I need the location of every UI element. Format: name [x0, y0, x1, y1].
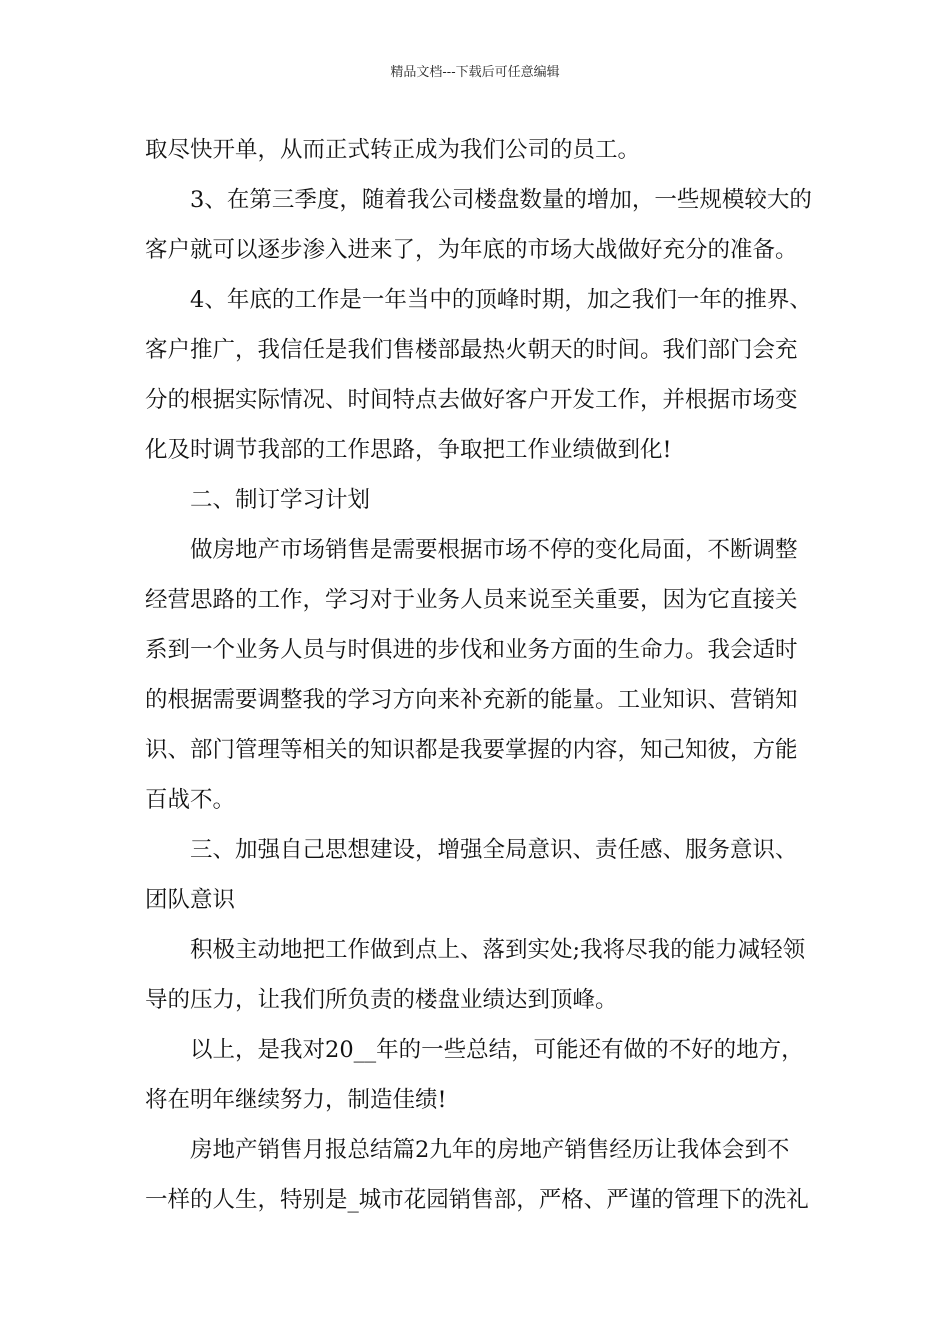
text-line: 房地产销售月报总结篇2九年的房地产销售经历让我体会到不: [190, 1137, 790, 1163]
text-line: 取尽快开单，从而正式转正成为我们公司的员工。: [145, 137, 641, 163]
text-line: 的根据需要调整我的学习方向来补充新的能量。工业知识、营销知: [145, 687, 798, 713]
text-line: 以上，是我对20__年的一些总结，可能还有做的不好的地方，: [190, 1037, 804, 1063]
text-line: 化及时调节我部的工作思路，争取把工作业绩做到化!: [145, 437, 672, 463]
page-header: 精品文档---下载后可任意编辑: [390, 65, 560, 80]
text-line: 系到一个业务人员与时俱进的步伐和业务方面的生命力。我会适时: [145, 637, 798, 663]
text-line: 客户推广，我信任是我们售楼部最热火朝天的时间。我们部门会充: [145, 337, 798, 363]
text-line: 将在明年继续努力，制造佳绩!: [145, 1087, 447, 1113]
text-line: 积极主动地把工作做到点上、落到实处;我将尽我的能力减轻领: [190, 937, 806, 963]
text-line: 4、年底的工作是一年当中的顶峰时期，加之我们一年的推界、: [190, 287, 812, 313]
text-line: 3、在第三季度，随着我公司楼盘数量的增加，一些规模较大的: [190, 187, 812, 213]
text-line: 分的根据实际情况、时间特点去做好客户开发工作，并根据市场变: [145, 387, 798, 413]
section-heading: 二、制订学习计划: [190, 487, 371, 513]
text-line: 做房地产市场销售是需要根据市场不停的变化局面，不断调整: [190, 537, 798, 563]
document-body: [145, 125, 817, 1225]
text-line: 识、部门管理等相关的知识都是我要掌握的内容，知己知彼，方能: [145, 737, 798, 763]
text-line: 百战不。: [145, 787, 236, 813]
text-line: 导的压力，让我们所负责的楼盘业绩达到顶峰。: [145, 987, 618, 1013]
text-line: 客户就可以逐步渗入进来了，为年底的市场大战做好充分的准备。: [145, 237, 798, 263]
text-line: 经营思路的工作，学习对于业务人员来说至关重要，因为它直接关: [145, 587, 798, 613]
text-line: 团队意识: [145, 887, 236, 913]
text-line: 一样的人生，特别是_城市花园销售部，严格、严谨的管理下的洗礼: [145, 1187, 809, 1213]
section-heading: 三、加强自己思想建设，增强全局意识、责任感、服务意识、: [190, 837, 798, 863]
